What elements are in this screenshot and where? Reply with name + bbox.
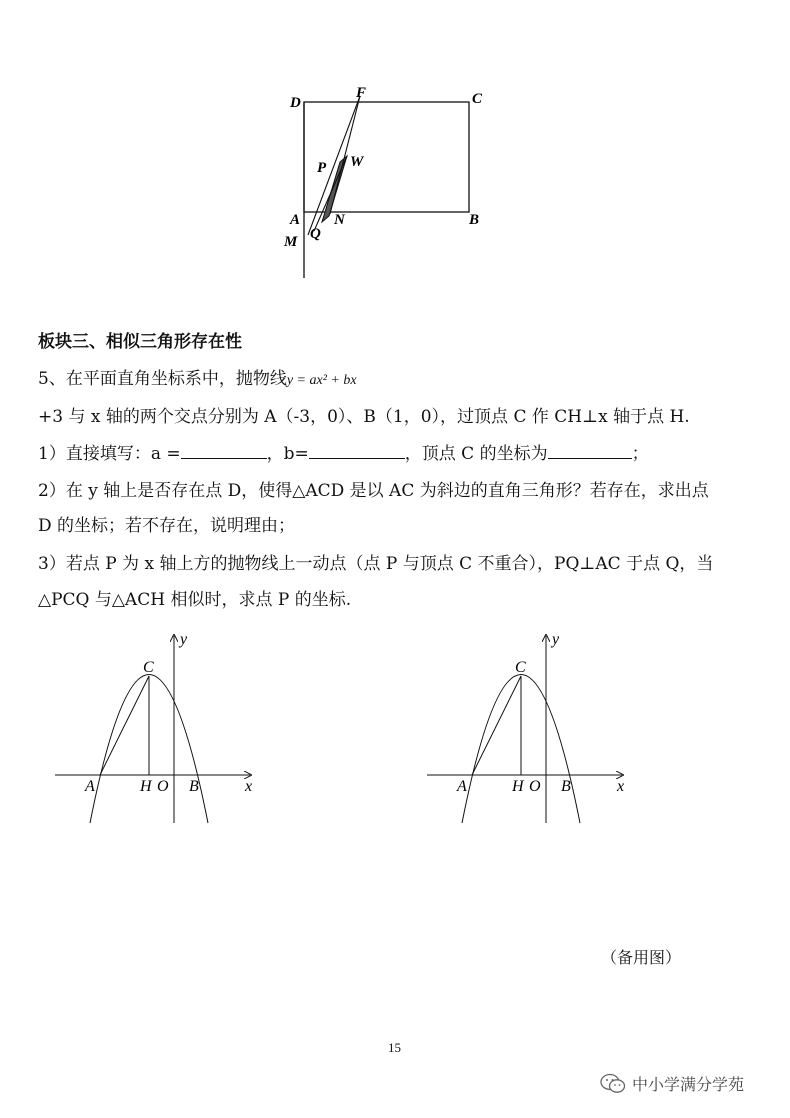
segment-ac: [472, 676, 521, 775]
label-d: D: [290, 95, 301, 111]
rectangle-figure: [270, 80, 500, 285]
label-w: W: [350, 154, 364, 170]
label-n: N: [334, 212, 345, 228]
problem-intro: 5、在平面直角坐标系中，抛物线: [38, 369, 287, 389]
label-b: B: [561, 778, 571, 795]
q1-end: ；: [631, 444, 649, 464]
label-x: x: [245, 778, 253, 795]
segment-ac: [100, 676, 149, 775]
label-o: O: [157, 778, 169, 795]
label-h: H: [140, 778, 152, 795]
blank-a[interactable]: [181, 442, 267, 459]
watermark-text: 中小学满分学苑: [632, 1075, 745, 1094]
q1-part-b: ，b=: [266, 444, 309, 464]
parabola-graph-left: [50, 628, 270, 828]
label-o: O: [529, 778, 541, 795]
label-a: A: [290, 212, 301, 228]
wechat-icon: [600, 1073, 626, 1095]
label-p: P: [317, 160, 327, 176]
question-2-line-1: 2）在 y 轴上是否存在点 D，使得△ACD 是以 AC 为斜边的直角三角形？若存在，求出点: [38, 481, 709, 501]
rectangle-abcd: [304, 102, 469, 212]
problem-line-2: +3 与 x 轴的两个交点分别为 A（-3，0）、B（1，0），过顶点 C 作 CH⊥x 轴于点 H.: [38, 407, 690, 427]
q1-part-c: ，顶点 C 的坐标为: [404, 444, 548, 464]
parabola-equation: y = ax² + bx: [286, 373, 357, 388]
label-h: H: [512, 778, 524, 795]
label-x: x: [617, 778, 625, 795]
label-c: C: [515, 659, 526, 676]
label-f: F: [356, 85, 367, 101]
label-a: A: [457, 778, 467, 795]
parabola-graph-right: [422, 628, 642, 828]
blank-vertex[interactable]: [548, 442, 632, 459]
problem-line-1: [38, 368, 357, 392]
label-y: y: [552, 631, 560, 648]
question-3-line-2: △PCQ 与△ACH 相似时，求点 P 的坐标.: [38, 590, 352, 610]
q1-part-a: 1）直接填写：a =: [38, 444, 181, 464]
label-b: B: [469, 212, 480, 228]
label-a: A: [85, 778, 95, 795]
label-y: y: [180, 631, 188, 648]
label-c: C: [472, 91, 483, 107]
label-c: C: [143, 659, 154, 676]
question-2-line-2: D 的坐标；若不存在，说明理由；: [38, 516, 296, 536]
blank-b[interactable]: [309, 442, 405, 459]
label-m: M: [284, 234, 298, 250]
section-heading: 板块三、相似三角形存在性: [38, 332, 242, 352]
watermark: [600, 1072, 744, 1095]
label-b: B: [189, 778, 199, 795]
label-q: Q: [310, 226, 321, 242]
question-3-line-1: 3）若点 P 为 x 轴上方的抛物线上一动点（点 P 与顶点 C 不重合），PQ⊥AC 于点 Q，当: [38, 554, 714, 574]
page-number: 15: [388, 1040, 401, 1055]
spare-figure-caption: （备用图）: [601, 948, 682, 967]
question-1: [38, 442, 649, 465]
